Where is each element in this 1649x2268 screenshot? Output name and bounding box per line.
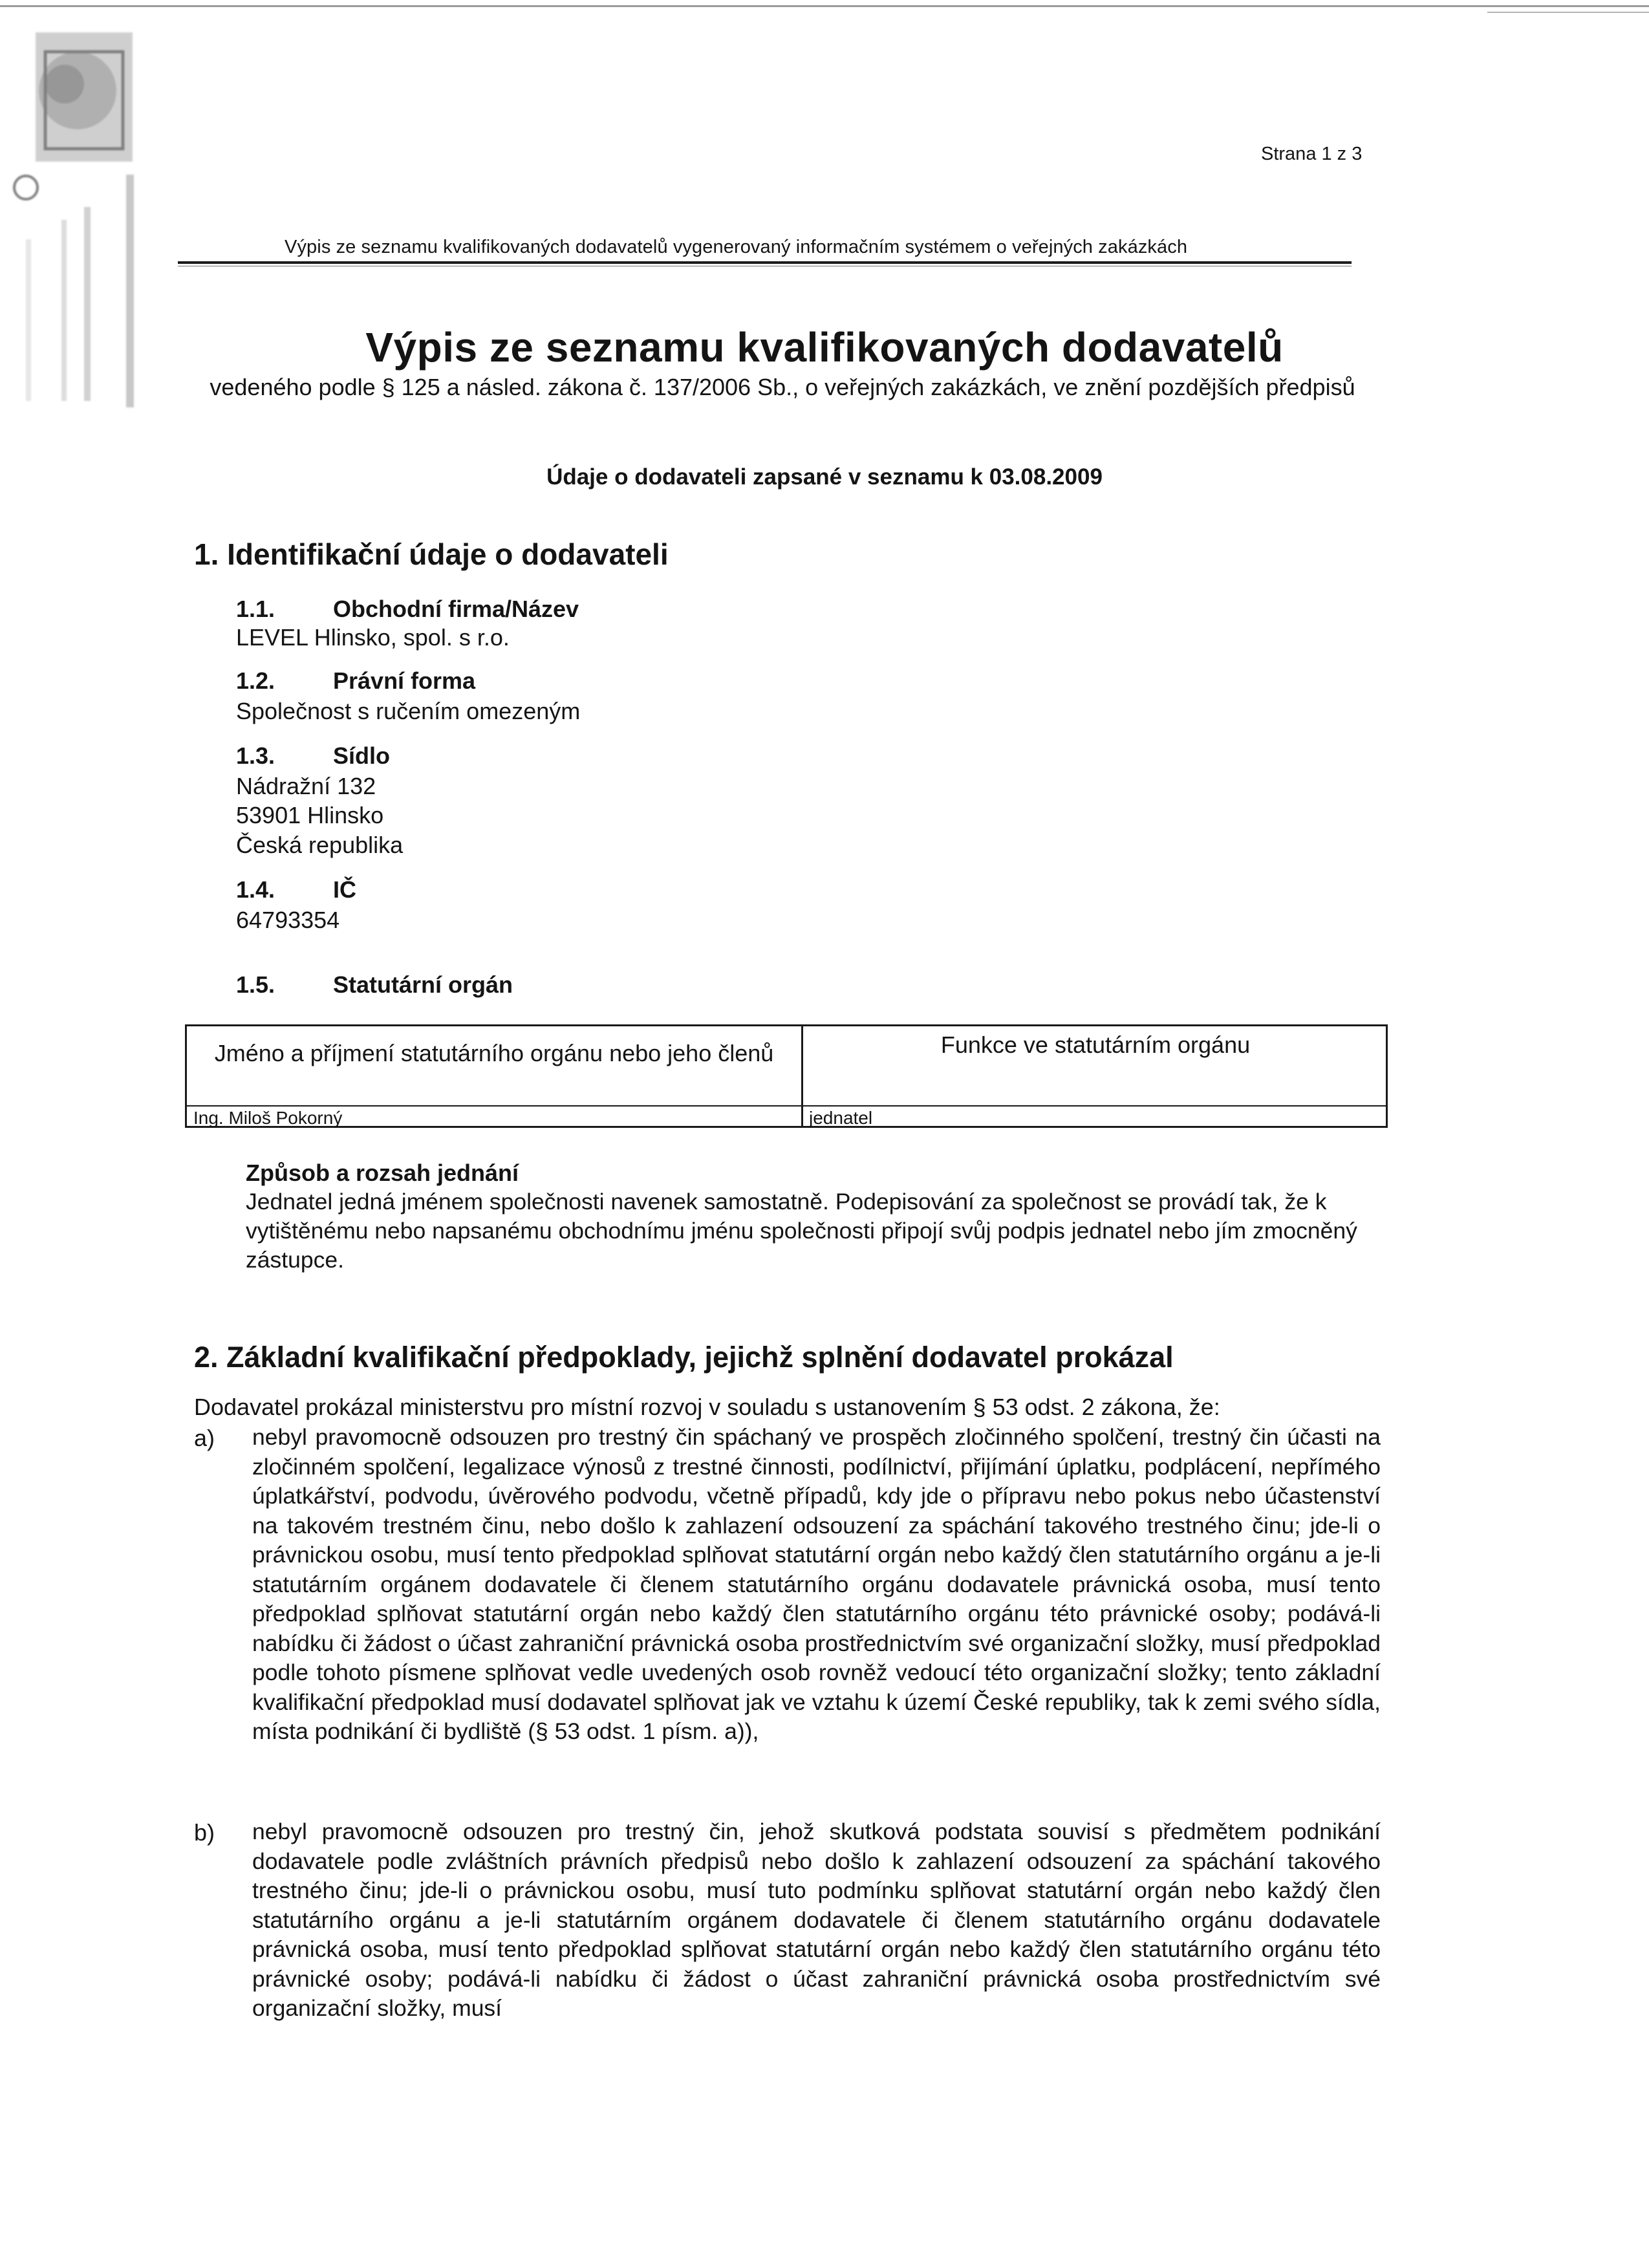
column-header-function: Funkce ve statutárním orgánu xyxy=(940,1031,1251,1058)
table-cell-name: Ing. Miloš Pokorný xyxy=(193,1108,343,1128)
table-divider xyxy=(801,1026,803,1126)
sub-heading-1-3 xyxy=(236,742,390,770)
scan-edge-line xyxy=(1487,12,1649,13)
page-number: Strana 1 z 3 xyxy=(1261,144,1363,164)
legal-form: Společnost s ručením omezeným xyxy=(236,698,581,724)
sub-heading-1-2 xyxy=(236,667,475,695)
table-divider xyxy=(187,1105,1386,1107)
section-2-heading: 2. Základní kvalifikační předpoklady, jejichž splnění dodavatel prokázal xyxy=(194,1341,1174,1374)
sub-heading-1-4 xyxy=(236,876,356,903)
sub-number: 1.4. xyxy=(236,876,275,903)
header-rule xyxy=(178,261,1352,264)
conduct-heading: Způsob a rozsah jednání xyxy=(246,1160,519,1186)
sub-number: 1.5. xyxy=(236,971,275,998)
sub-label: Statutární orgán xyxy=(333,971,513,998)
section-1-heading: 1. Identifikační údaje o dodavateli xyxy=(194,537,669,571)
section-2-intro: Dodavatel prokázal ministerstvu pro místní rozvoj v souladu s ustanovením § 53 odst. 2 zákona, že: xyxy=(194,1394,1220,1420)
document-title: Výpis ze seznamu kvalifikovaných dodavatelů xyxy=(365,324,1284,371)
company-name: LEVEL Hlinsko, spol. s r.o. xyxy=(236,624,510,651)
scan-edge-line xyxy=(0,5,1649,7)
table-cell-function: jednatel xyxy=(809,1108,873,1128)
sub-number: 1.2. xyxy=(236,667,275,694)
sub-label: Sídlo xyxy=(333,742,390,769)
sub-label: IČ xyxy=(333,876,356,903)
statutory-body-table xyxy=(185,1024,1388,1128)
address-city: 53901 Hlinsko xyxy=(236,802,384,828)
document-subtitle: vedeného podle § 125 a násled. zákona č. 137/2006 Sb., o veřejných zakázkách, ve znění pozdějších předpisů xyxy=(210,374,1355,400)
list-item-label: b) xyxy=(194,1819,215,1846)
running-header: Výpis ze seznamu kvalifikovaných dodavatelů vygenerovaný informačním systémem o veřejných zakázkách xyxy=(285,237,1188,257)
sub-number: 1.1. xyxy=(236,596,275,622)
sub-heading-1-5 xyxy=(236,971,513,999)
sub-label: Právní forma xyxy=(333,667,476,694)
list-item-text: nebyl pravomocně odsouzen pro trestný čin, jehož skutková podstata souvisí s předmětem podnikání dodavatele podle zvláštních právních předpisů nebo došlo k zahlazení odsouzení za spáchání takového trestného činu; jde-li o právnickou osobu, musí tuto podmínku splňovat statutární orgán nebo každý člen statutárního orgánu a je-li statutárním orgánem dodavatele či členem statutárního orgánu dodavatele právnická osoba, musí tento předpoklad splňovat statutární orgán nebo každý člen statutárního orgánu této právnické osoby; podává-li nabídku či žádost o účast zahraniční právnická osoba prostřednictvím své organizační složky, musí xyxy=(252,1819,1381,2021)
address-street: Nádražní 132 xyxy=(236,773,376,799)
address-country: Česká republika xyxy=(236,832,404,858)
column-header-name: Jméno a příjmení statutárního orgánu nebo jeho členů xyxy=(214,1040,774,1066)
sub-number: 1.3. xyxy=(236,742,275,769)
company-id: 64793354 xyxy=(236,907,340,933)
record-date: Údaje o dodavateli zapsané v seznamu k 03.08.2009 xyxy=(546,464,1103,490)
list-item-text: nebyl pravomocně odsouzen pro trestný čin spáchaný ve prospěch zločinného spolčení, trestný čin účasti na zločinném spolčení, legalizace výnosů z trestné činnosti, podílnictví, přijímání úplatku, podplácení, nepřímého úplatkářství, podvodu, úvěrového podvodu, včetně případů, kdy jde o přípravu nebo pokus nebo účastenství na takovém trestném činu, nebo došlo k zahlazení odsouzení za spáchání takového trestného činu; jde-li o právnickou osobu, musí tento předpoklad splňovat statutární orgán nebo každý člen statutárního orgánu a je-li statutárním orgánem dodavatele či členem statutárního orgánu dodavatele právnická osoba, musí tento předpoklad splňovat statutární orgán nebo každý člen statutárního orgánu této právnické osoby; podává-li nabídku či žádost o účast zahraniční právnická osoba prostřednictvím své organizační složky, musí předpoklad podle tohoto písmene splňovat vedle uvedených osob rovněž vedoucí této organizační složky; tento základní kvalifikační předpoklad musí dodavatel splňovat jak ve vztahu k území České republiky, tak k zemi svého sídla, místa podnikání či bydliště (§ 53 odst. 1 písm. a)), xyxy=(252,1424,1381,1744)
sub-heading-1-1 xyxy=(236,596,579,623)
sub-label: Obchodní firma/Název xyxy=(333,596,579,622)
conduct-text: Jednatel jedná jménem společnosti navenek samostatně. Podepisování za společnost se provádí tak, že k vytištěnému nebo napsanému obchodnímu jménu společnosti připojí svůj podpis jednatel nebo jím zmocněný zástupce. xyxy=(246,1189,1357,1273)
list-item-label: a) xyxy=(194,1425,215,1451)
